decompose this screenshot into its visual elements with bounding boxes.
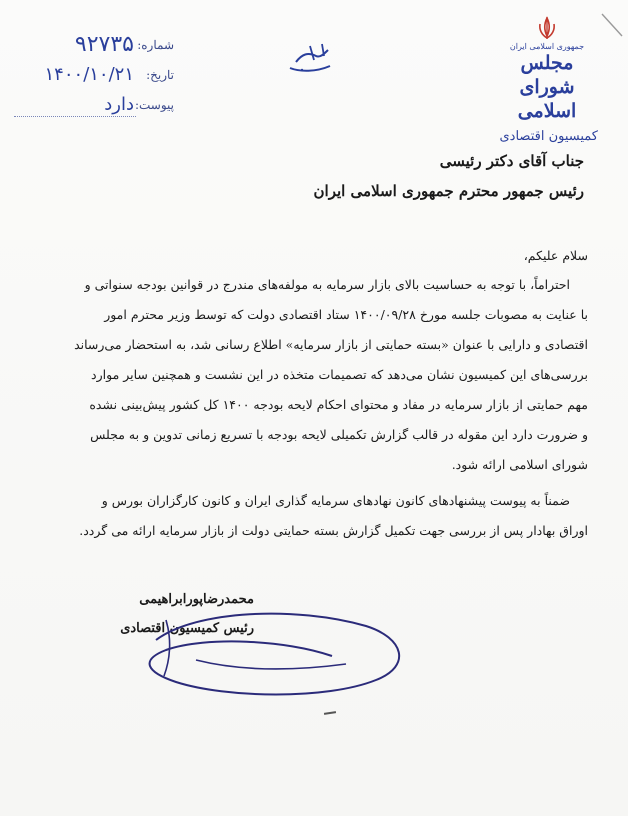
letter-date: ۱۴۰۰/۱۰/۲۱ xyxy=(44,64,134,85)
letter-body xyxy=(28,148,588,546)
signatory-name: محمدرضاپورابراهیمی xyxy=(139,592,254,607)
paragraph-line: بررسی‌های این کمیسیون نشان می‌دهد که تصمیمات متخذه در این نشست و همچنین سایر موارد xyxy=(91,367,588,382)
logo-commission: کمیسیون اقتصادی xyxy=(499,129,598,144)
paragraph-line: مهم حمایتی از بازار سرمایه در مفاد و محتوای احکام لایحه بودجه ۱۴۰۰ کل کشور پیش‌بینی نشده xyxy=(89,397,588,412)
recipient-name: جناب آقای دکتر رئیسی xyxy=(439,152,584,170)
signatory-title: رئیس کمیسیون اقتصادی xyxy=(120,621,254,636)
pen-stroke-mark xyxy=(600,10,624,40)
paragraph-line: ضمناً به پیوست پیشنهادهای کانون نهادهای سرمایه گذاری ایران و کانون کارگزاران بورس و xyxy=(101,493,570,508)
handwritten-signature xyxy=(136,600,416,710)
attachment-row xyxy=(14,94,174,124)
logo-parliament: مجلس شورای اسلامی xyxy=(517,52,577,122)
attachment-underline xyxy=(14,116,136,117)
paragraph-line: اقتصادی و دارایی با عنوان «بسته حمایتی از بازار سرمایه» اطلاع رسانی شد، به استحضار می‌رساند xyxy=(74,337,588,352)
paragraph-line: شورای اسلامی ارائه شود. xyxy=(451,457,588,472)
date-row xyxy=(14,64,174,94)
paragraph-line: و ضرورت دارد این مقوله در قالب گزارش تکمیلی لایحه بودجه با تسریع زمانی تدوین و به مجلس xyxy=(90,427,588,442)
recipient-title: رئیس جمهور محترم جمهوری اسلامی ایران xyxy=(313,182,584,200)
iran-emblem-icon xyxy=(536,16,558,40)
letter-number: ۹۲۷۳۵ xyxy=(74,32,134,57)
parliament-logo xyxy=(492,16,602,144)
letter-metadata xyxy=(14,34,174,124)
paragraph-2 xyxy=(28,486,588,546)
greeting: سلام علیکم، xyxy=(523,248,588,263)
logo-country: جمهوری اسلامی ایران xyxy=(509,42,585,51)
bismillah-calligraphy xyxy=(286,42,336,76)
number-row xyxy=(14,34,174,64)
paragraph-line: اوراق بهادار پس از بررسی جهت تکمیل گزارش بسته حمایتی دولت از بازار سرمایه ارائه می گردد. xyxy=(79,523,588,538)
paragraph-line: احتراماً، با توجه به حساسیت بالای بازار سرمایه به مولفه‌های مندرج در قوانین بودجه سنواتی و xyxy=(84,277,570,292)
attachment-value: دارد xyxy=(104,94,134,115)
date-label: تاریخ: xyxy=(146,68,174,82)
paragraph-1 xyxy=(28,270,588,480)
pen-dash-mark xyxy=(324,711,336,715)
attachment-label: پیوست: xyxy=(134,98,174,112)
paragraph-line: با عنایت به مصوبات جلسه مورخ ۱۴۰۰/۰۹/۲۸ ستاد اقتصادی دولت که توسط وزیر محترم امور xyxy=(104,307,588,322)
number-label: شماره: xyxy=(137,38,174,52)
